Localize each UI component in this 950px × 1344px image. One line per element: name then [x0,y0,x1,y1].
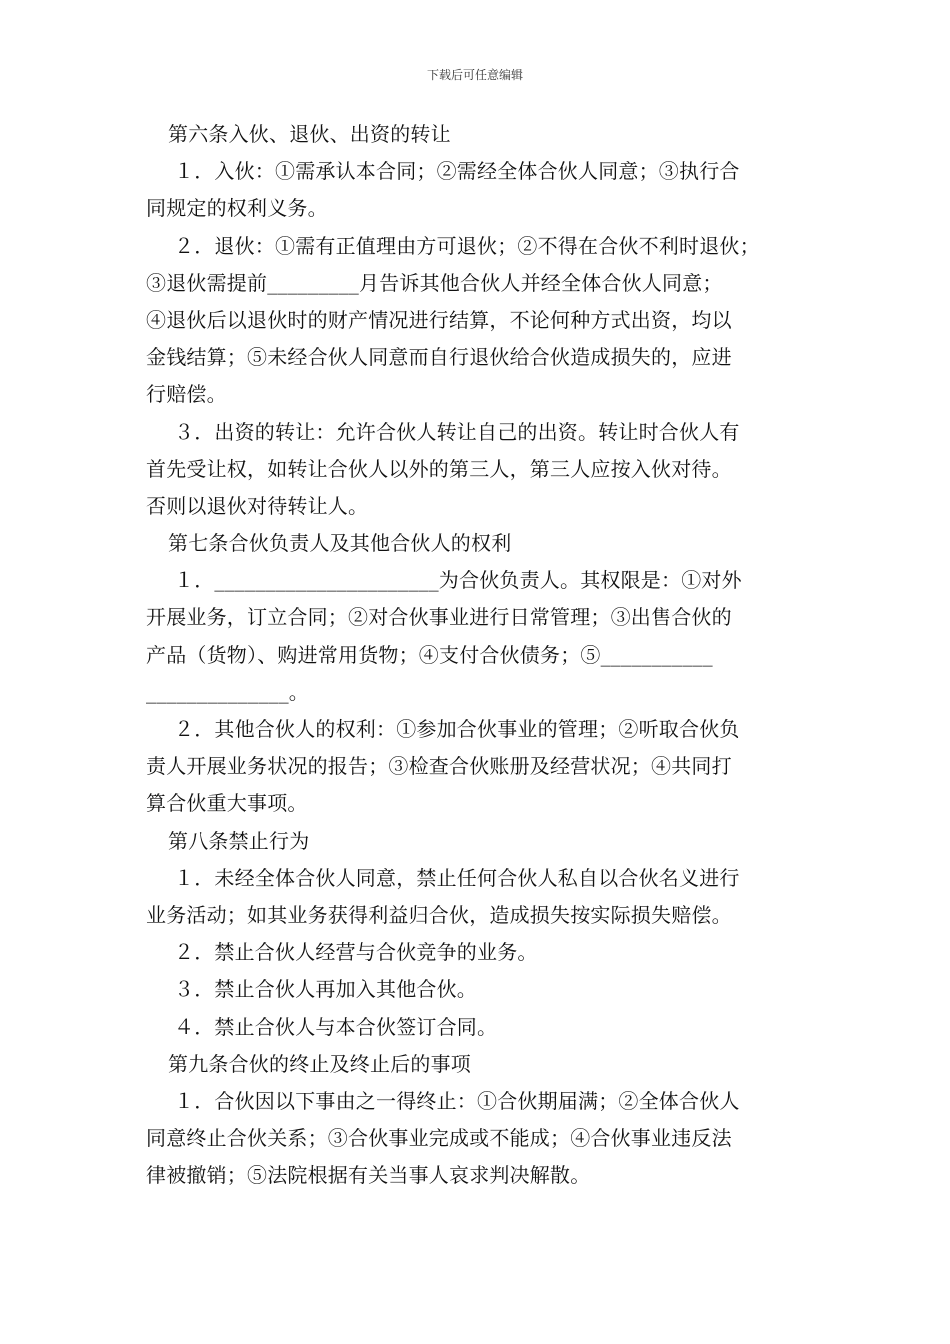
text-line: ２．退伙：①需有正值理由方可退伙；②不得在合伙不利时退伙； [174,233,760,258]
text-line: 业务活动；如其业务获得利益归合伙，造成损失按实际损失赔偿。 [146,902,732,927]
text-line: 算合伙重大事项。 [146,791,308,816]
text-line: 同规定的权利义务。 [146,196,328,221]
text-line: １．入伙：①需承认本合同；②需经全体合伙人同意；③执行合 [174,159,740,184]
article-heading: 第七条合伙负责人及其他合伙人的权利 [168,531,512,556]
text-line: 行赔偿。 [146,382,227,407]
text-line: 同意终止合伙关系；③合伙事业完成或不能成；④合伙事业违反法 [146,1126,732,1151]
article-heading: 第九条合伙的终止及终止后的事项 [168,1051,471,1076]
text-line: 首先受让权，如转让合伙人以外的第三人，第三人应按入伙对待。 [146,456,732,481]
text-line: 产品（货物）、购进常用货物；④支付合伙债务；⑤___________ [146,642,713,667]
text-line: 责人开展业务状况的报告；③检查合伙账册及经营状况；④共同打 [146,754,732,779]
text-line: 开展业务，订立合同；②对合伙事业进行日常管理；③出售合伙的 [146,605,732,630]
article-heading: 第八条禁止行为 [168,828,310,853]
text-line: 金钱结算；⑤未经合伙人同意而自行退伙给合伙造成损失的，应进 [146,345,732,370]
text-line: ④退伙后以退伙时的财产情况进行结算，不论何种方式出资，均以 [146,307,732,332]
text-line: 否则以退伙对待转让人。 [146,493,369,518]
text-line: ______________。 [146,679,309,704]
text-line: 律被撤销；⑤法院根据有关当事人哀求判决解散。 [146,1163,591,1188]
text-line: ２．禁止合伙人经营与合伙竞争的业务。 [174,940,538,965]
document-body [146,116,818,1194]
article-heading: 第六条入伙、退伙、出资的转让 [168,122,451,146]
text-line: ３．出资的转让：允许合伙人转让自己的出资。转让时合伙人有 [174,419,740,444]
text-line: １．合伙因以下事由之一得终止：①合伙期届满；②全体合伙人 [174,1088,740,1113]
text-line: ４．禁止合伙人与本合伙签订合同。 [174,1014,498,1039]
text-line: ③退伙需提前_________月告诉其他合伙人并经全体合伙人同意； [146,270,723,295]
text-line: ２．其他合伙人的权利：①参加合伙事业的管理；②听取合伙负 [174,717,740,741]
page-header: 下载后可任意编辑 [426,68,523,82]
text-line: １．______________________为合伙负责人。其权限是：①对外 [174,568,742,593]
text-line: １．未经全体合伙人同意，禁止任何合伙人私自以合伙名义进行 [174,865,740,890]
text-line: ３．禁止合伙人再加入其他合伙。 [174,977,477,1002]
